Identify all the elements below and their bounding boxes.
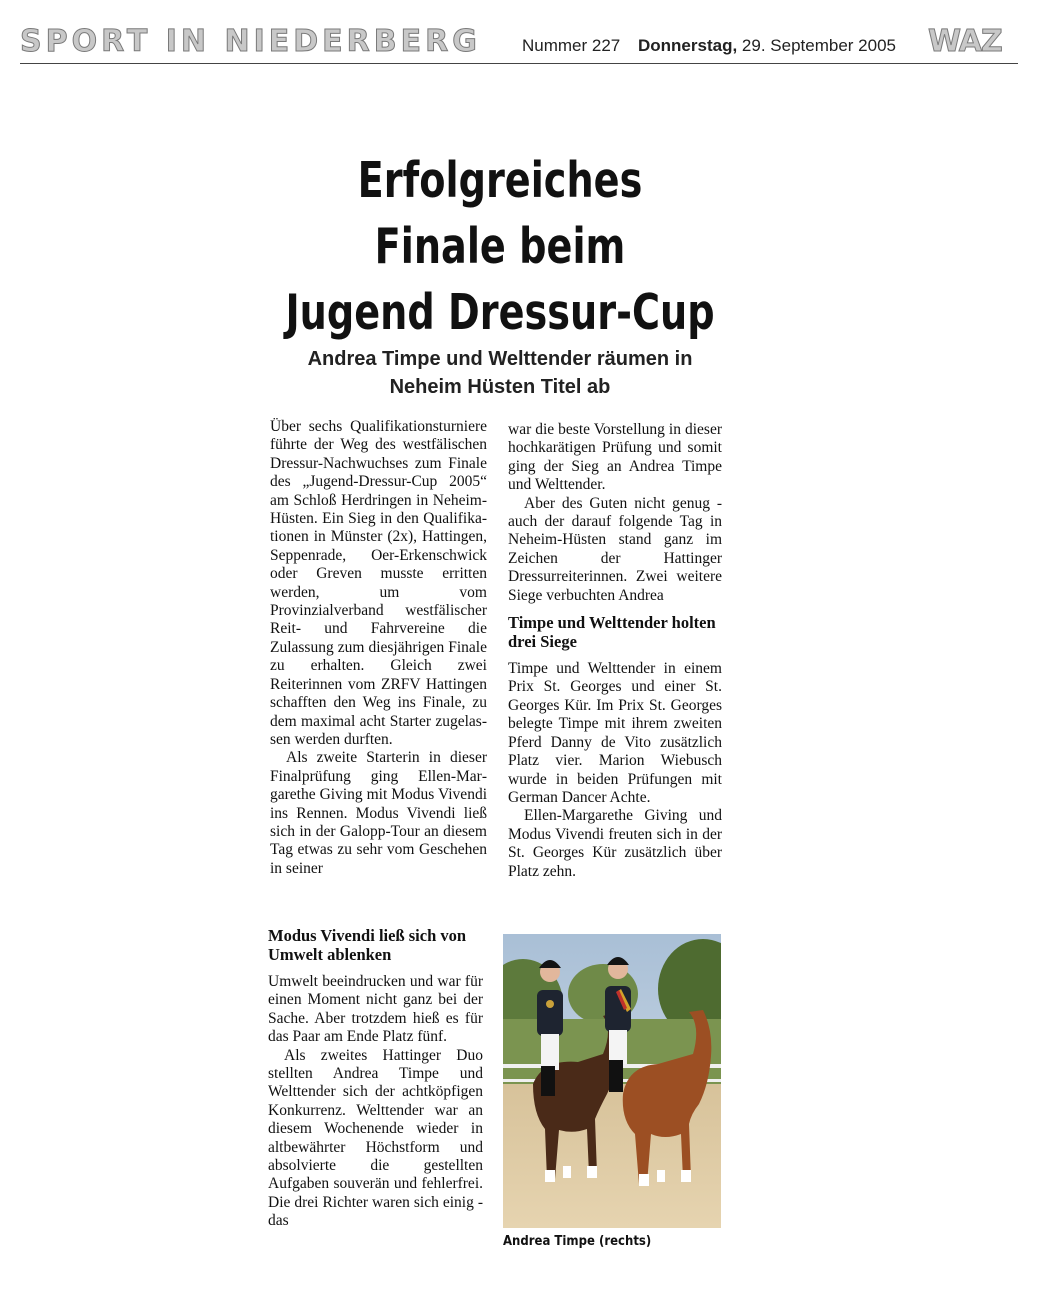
article-headline	[219, 148, 781, 346]
article-photo	[503, 934, 721, 1228]
subhead-line: Andrea Timpe und Welttender räumen in	[307, 348, 693, 370]
body-paragraph: Über sechs Qualifikationsturniere führte der Weg des westfälischen Dressur-Nachwuchses zum Finale des „Jugend-Dressur-Cup 2005“ am Schloß Herdringen in Neheim-Hüsten. Ein Sieg in den Qualifikationen in Münster (2x), Hattingen, Seppenrade, Oer-Erkenschwick oder Greven musste erritten werden, um vom Provinzialverband westfälischer Reit- und Fahrvereine die Zulassung zum diesjährigen Finale zu erhalten. Gleich zwei Reiterinnen vom ZRFV Hattingen schafften den Weg ins Finale, zu dem maximal acht Starter zugelassen werden durften.	[270, 418, 487, 748]
headline-line: Erfolgreiches	[357, 152, 643, 209]
article-column-1	[270, 418, 487, 878]
body-paragraph: Timpe und Welttender in einem Prix St. Georges und einer St. Georges Kür. Im Prix St. Georges belegte Timpe mit ihrem zweiten Pferd Danny de Vito zusätzlich Platz vier. Marion Wiebusch wurde in beiden Prüfungen mit German Dancer Achte.	[508, 660, 722, 806]
issue-date	[638, 36, 896, 56]
body-paragraph: war die beste Vorstellung in dieser hochkarätigen Prüfung und somit ging der Sieg an Andrea Timpe und Welttender.	[508, 421, 722, 494]
article-column-2	[508, 421, 722, 881]
section-subheading: Modus Vivendi ließ sich von Umwelt ablenken	[268, 926, 467, 964]
section-subheading: Timpe und Welttender holten drei Siege	[508, 613, 716, 652]
body-paragraph: Als zweite Starterin in dieser Finalprüfung ging Ellen-Margarethe Giving mit Modus Vivendi ins Rennen. Modus Vivendi ließ sich in der Galopp-Tour an diesem Tag etwas zu sehr vom Geschehen in seiner	[270, 749, 487, 877]
headline-line: Jugend Dressur-Cup	[285, 284, 715, 341]
headline-line: Finale beim	[374, 218, 626, 275]
body-paragraph: Aber des Guten nicht genug - auch der darauf folgende Tag in Neheim-Hüsten stand ganz im Zeichen der Hattinger Dressurreiterinnen. Zwei weitere Siege verbuchten Andrea	[508, 494, 722, 604]
issue-number: Nummer 227	[522, 36, 621, 55]
issue-weekday: Donnerstag,	[638, 36, 738, 55]
masthead-section-title: SPORT IN NIEDERBERG	[20, 24, 481, 59]
newspaper-logo: WAZ	[928, 24, 1002, 59]
photo-caption: Andrea Timpe (rechts)	[503, 1234, 652, 1249]
body-paragraph: Umwelt beeindrucken und war für einen Moment nicht ganz bei der Sache. Aber trotzdem hieß es für das Paar am Ende Platz fünf.	[268, 973, 483, 1046]
issue-date-value: 29. September 2005	[741, 36, 896, 55]
body-paragraph: Als zweites Hattinger Duo stellten Andrea Timpe und Welttender sich der achtköpfigen Konkurrenz. Welttender war an diesem Wochenende wieder in altbewährter Höchstform und absolvierte die gestellten Aufgaben souverän und fehlerfrei. Die drei Richter waren sich einig - das	[268, 1046, 483, 1230]
article-subheadline	[260, 345, 740, 401]
article-column-1-lower	[268, 926, 483, 1231]
masthead-rule	[20, 63, 1018, 64]
body-paragraph: Ellen-Margarethe Giving und Modus Vivendi freuten sich in der St. Georges Kür zusätzlich über Platz zehn.	[508, 807, 722, 880]
subhead-line: Neheim Hüsten Titel ab	[389, 376, 611, 398]
